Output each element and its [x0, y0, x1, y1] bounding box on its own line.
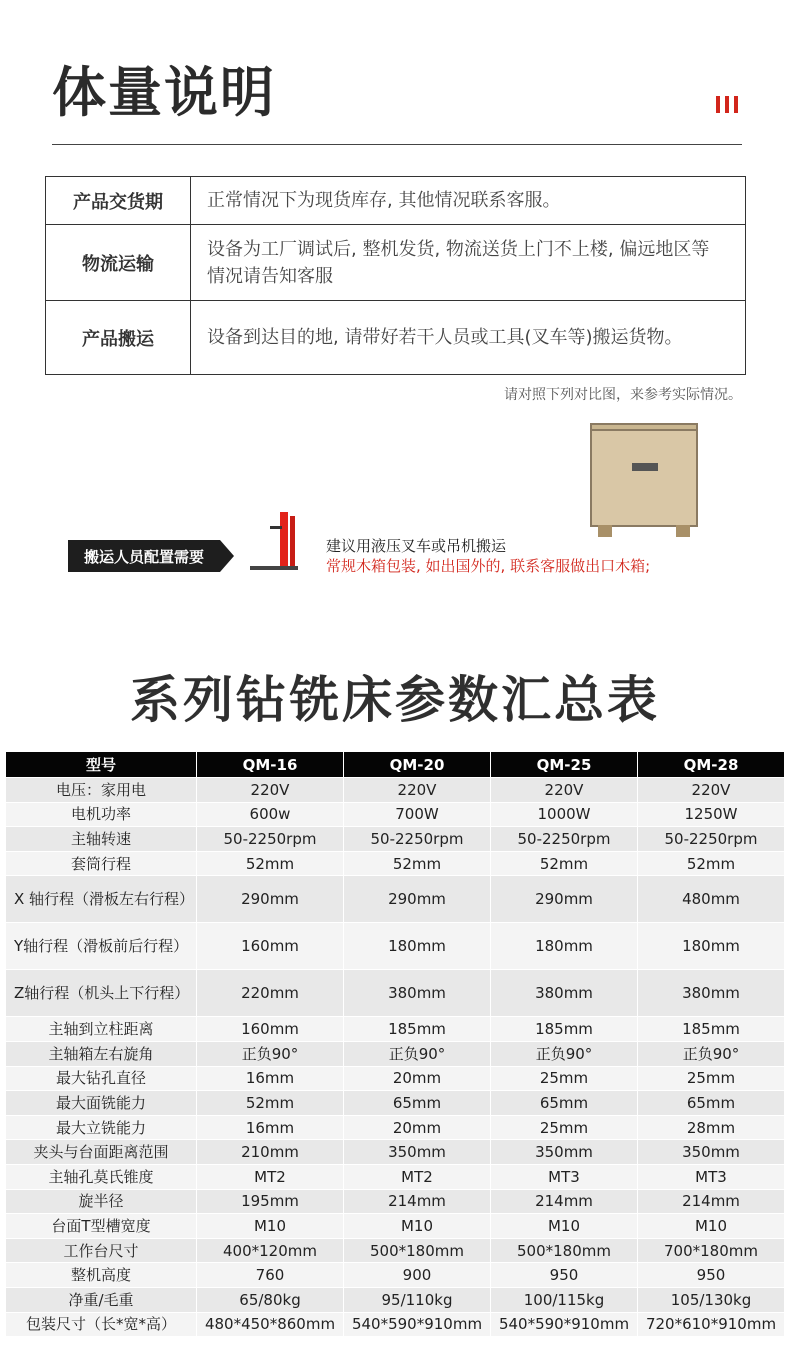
param-label: 最大钻孔直径: [6, 1066, 197, 1091]
divider: [52, 144, 742, 145]
param-value: 700W: [344, 802, 491, 827]
param-value: 760: [197, 1263, 344, 1288]
spec-table-title: 系列钻铣床参数汇总表: [130, 671, 660, 729]
param-label: 旋半径: [6, 1189, 197, 1214]
wooden-crate-image: [590, 427, 698, 527]
info-row: [46, 177, 746, 225]
section-title-volume: 体量说明: [52, 61, 276, 124]
param-value: MT3: [638, 1164, 785, 1189]
param-value: MT3: [491, 1164, 638, 1189]
param-value: 正负90°: [197, 1041, 344, 1066]
param-label: 工作台尺寸: [6, 1238, 197, 1263]
param-label: 最大立铣能力: [6, 1115, 197, 1140]
param-value: 95/110kg: [344, 1287, 491, 1312]
param-value: 220V: [491, 778, 638, 803]
param-value: 950: [638, 1263, 785, 1288]
comparison-note: 请对照下列对比图，来参考实际情况。: [504, 387, 742, 403]
param-value: 290mm: [344, 876, 491, 923]
table-row: [6, 1140, 785, 1165]
info-key: 物流运输: [46, 225, 191, 301]
header-model: QM-16: [197, 752, 344, 778]
param-value: 220V: [197, 778, 344, 803]
param-label: 电压：家用电: [6, 778, 197, 803]
decorative-bars-icon: [716, 96, 738, 113]
param-label: 主轴转速: [6, 827, 197, 852]
param-value: 290mm: [491, 876, 638, 923]
param-value: 正负90°: [491, 1041, 638, 1066]
param-value: 220V: [638, 778, 785, 803]
info-row: [46, 225, 746, 301]
param-value: 65/80kg: [197, 1287, 344, 1312]
handling-advice: 建议用液压叉车或吊机搬运: [326, 537, 507, 555]
param-value: 正负90°: [344, 1041, 491, 1066]
param-value: M10: [491, 1214, 638, 1239]
param-value: 25mm: [491, 1066, 638, 1091]
param-value: 28mm: [638, 1115, 785, 1140]
param-label: Y轴行程（滑板前后行程）: [6, 923, 197, 970]
param-value: 380mm: [638, 970, 785, 1017]
param-value: 350mm: [491, 1140, 638, 1165]
param-label: 套筒行程: [6, 851, 197, 876]
param-value: 50-2250rpm: [491, 827, 638, 852]
table-row: [6, 1066, 785, 1091]
param-value: 50-2250rpm: [344, 827, 491, 852]
param-value: 52mm: [344, 851, 491, 876]
param-label: X 轴行程（滑板左右行程）: [6, 876, 197, 923]
param-value: 65mm: [638, 1091, 785, 1116]
param-value: 52mm: [491, 851, 638, 876]
table-row: [6, 970, 785, 1017]
param-value: 105/130kg: [638, 1287, 785, 1312]
hydraulic-forklift-image: [250, 512, 310, 574]
table-row: [6, 1214, 785, 1239]
param-value: 正负90°: [638, 1041, 785, 1066]
param-label: 主轴孔莫氏锥度: [6, 1164, 197, 1189]
param-value: 600w: [197, 802, 344, 827]
table-row: [6, 923, 785, 970]
param-value: 52mm: [638, 851, 785, 876]
table-row: [6, 1238, 785, 1263]
param-value: 52mm: [197, 1091, 344, 1116]
param-value: 1000W: [491, 802, 638, 827]
param-value: 25mm: [638, 1066, 785, 1091]
param-value: 180mm: [344, 923, 491, 970]
param-value: 480*450*860mm: [197, 1312, 344, 1337]
param-value: 380mm: [344, 970, 491, 1017]
handling-staff-tag: 搬运人员配置需要: [68, 540, 220, 572]
param-value: 380mm: [491, 970, 638, 1017]
param-value: M10: [638, 1214, 785, 1239]
param-value: 540*590*910mm: [491, 1312, 638, 1337]
param-value: 50-2250rpm: [638, 827, 785, 852]
info-value: 设备到达目的地, 请带好若干人员或工具(叉车等)搬运货物。: [191, 301, 746, 375]
param-value: 25mm: [491, 1115, 638, 1140]
param-value: 20mm: [344, 1115, 491, 1140]
table-row: [6, 778, 785, 803]
param-value: 180mm: [491, 923, 638, 970]
table-row: [6, 1189, 785, 1214]
param-value: 52mm: [197, 851, 344, 876]
param-value: 480mm: [638, 876, 785, 923]
param-value: MT2: [197, 1164, 344, 1189]
param-value: 720*610*910mm: [638, 1312, 785, 1337]
param-label: 净重/毛重: [6, 1287, 197, 1312]
header-model: QM-25: [491, 752, 638, 778]
param-value: 20mm: [344, 1066, 491, 1091]
table-row: [6, 827, 785, 852]
table-row: [6, 1287, 785, 1312]
param-value: 540*590*910mm: [344, 1312, 491, 1337]
header-model: QM-20: [344, 752, 491, 778]
param-value: 100/115kg: [491, 1287, 638, 1312]
delivery-info-table: [45, 176, 746, 375]
param-value: 195mm: [197, 1189, 344, 1214]
spec-table: [5, 751, 785, 1337]
param-value: 400*120mm: [197, 1238, 344, 1263]
param-value: 214mm: [638, 1189, 785, 1214]
table-row: [6, 876, 785, 923]
table-row: [6, 1041, 785, 1066]
param-value: 220mm: [197, 970, 344, 1017]
table-row: [6, 1091, 785, 1116]
param-value: M10: [197, 1214, 344, 1239]
param-value: 185mm: [491, 1017, 638, 1042]
table-row: [6, 802, 785, 827]
param-label: 台面T型槽宽度: [6, 1214, 197, 1239]
param-label: 主轴箱左右旋角: [6, 1041, 197, 1066]
param-value: 350mm: [344, 1140, 491, 1165]
param-value: 65mm: [344, 1091, 491, 1116]
header-model: QM-28: [638, 752, 785, 778]
param-label: 最大面铣能力: [6, 1091, 197, 1116]
param-value: 65mm: [491, 1091, 638, 1116]
param-label: 主轴到立柱距离: [6, 1017, 197, 1042]
info-key: 产品搬运: [46, 301, 191, 375]
param-value: 16mm: [197, 1115, 344, 1140]
param-value: 214mm: [344, 1189, 491, 1214]
param-value: 180mm: [638, 923, 785, 970]
param-value: 500*180mm: [491, 1238, 638, 1263]
packaging-advice: 常规木箱包装, 如出国外的, 联系客服做出口木箱;: [326, 557, 651, 575]
header-model-label: 型号: [6, 752, 197, 778]
info-key: 产品交货期: [46, 177, 191, 225]
table-row: [6, 851, 785, 876]
info-value: 正常情况下为现货库存, 其他情况联系客服。: [191, 177, 746, 225]
param-value: 900: [344, 1263, 491, 1288]
param-value: 1250W: [638, 802, 785, 827]
param-value: 50-2250rpm: [197, 827, 344, 852]
param-value: 290mm: [197, 876, 344, 923]
table-row: [6, 1164, 785, 1189]
info-row: [46, 301, 746, 375]
param-value: 220V: [344, 778, 491, 803]
table-row: [6, 1017, 785, 1042]
param-label: 夹头与台面距离范围: [6, 1140, 197, 1165]
param-value: 500*180mm: [344, 1238, 491, 1263]
param-value: M10: [344, 1214, 491, 1239]
table-row: [6, 1115, 785, 1140]
param-value: 16mm: [197, 1066, 344, 1091]
param-value: 214mm: [491, 1189, 638, 1214]
param-value: 160mm: [197, 923, 344, 970]
spec-table-header: [6, 752, 785, 778]
param-label: Z轴行程（机头上下行程）: [6, 970, 197, 1017]
param-value: MT2: [344, 1164, 491, 1189]
info-value: 设备为工厂调试后, 整机发货, 物流送货上门不上楼, 偏远地区等情况请告知客服: [191, 225, 746, 301]
param-value: 700*180mm: [638, 1238, 785, 1263]
param-label: 包装尺寸（长*宽*高）: [6, 1312, 197, 1337]
param-label: 电机功率: [6, 802, 197, 827]
table-row: [6, 1312, 785, 1337]
param-value: 350mm: [638, 1140, 785, 1165]
param-value: 950: [491, 1263, 638, 1288]
param-value: 185mm: [638, 1017, 785, 1042]
param-value: 210mm: [197, 1140, 344, 1165]
param-label: 整机高度: [6, 1263, 197, 1288]
table-row: [6, 1263, 785, 1288]
param-value: 160mm: [197, 1017, 344, 1042]
param-value: 185mm: [344, 1017, 491, 1042]
